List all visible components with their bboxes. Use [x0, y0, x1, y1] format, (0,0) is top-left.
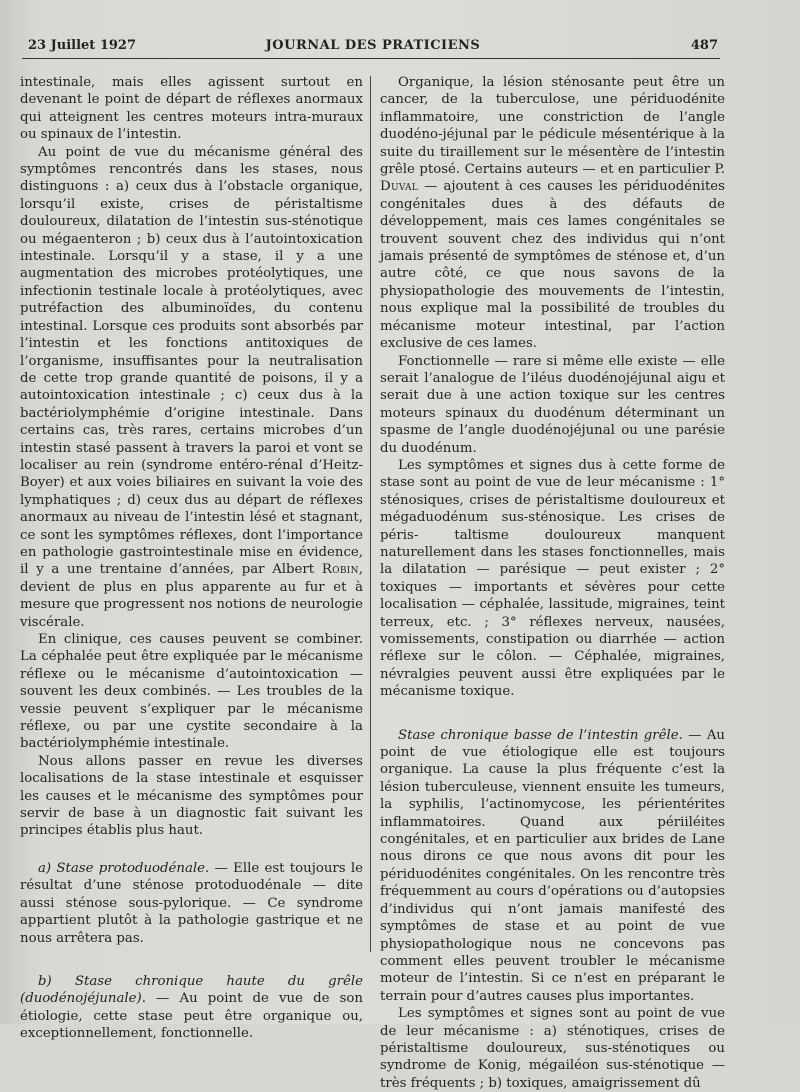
paragraph-text: , la lésion sténosante peut être un cancer, de la tuberculose, une périduodénite inflammatoire, une constriction de l’angle duodéno-jéjunal par le pédicule mésentérique à la suite du tiraillement sur le mésentère de l’intestin grêle ptosé. Certains auteurs — et en particulier P. — [380, 75, 725, 178]
journal-title: JOURNAL DES PRATICIENS — [265, 38, 481, 53]
paragraph-text: Au point de vue du mécanisme général des symptômes rencontrés dans les stases, nous distinguons : a) ceux dus à l’obstacle organique, lorsqu’il existe, crises de péristaltisme douloureux, dilatation de l’intestin sus-sténotique ou mégaenteron ; b) ceux dus à l’autointoxication intestinale. Lorsqu’il y a stase, il y a une augmentation des microbes protéolytiques, une infectionin testinale locale à protéolytiques, avec putréfaction des albuminoïdes, du contenu intestinal. Lorsque ces produits sont absorbés par l’intestin et les fonctions antitoxiques de l’organisme, insuffisantes pour la neutralisation de cette trop grande quantité de poisons, il y a autointoxication intestinale ; c) ceux dus à la bactériolymphémie d’origine intestinale. Dans certains cas, très rares, certains microbes d’un intestin stasé passent à travers la paroi et vont se localiser au rein (syndrome entéro-rénal d’Heitz-Boyer) et aux voies biliaires en suivant la voie des lymphatiques ; d) ceux dus au départ de réflexes anormaux au niveau de l’intestin lésé et stagnant, ce sont les symptômes réflexes, dont l’importance en pathologie gastrointestinale mise en évidence, il y a une trentaine d’années, par Albert — [20, 144, 363, 578]
paragraph: En clinique, ces causes peuvent se combiner. La céphalée peut être expliquée par le mécanisme réflexe ou le mécanisme d’autointoxication — souvent les deux combinés. — Les troubles de la vessie peuvent s’expliquer par le mécanisme réflexe, ou par une cystite secondaire à la bactériolymphémie intestinale. — [20, 632, 363, 752]
paragraph: Les symptômes et signes sont au point de vue de leur mécanisme : a) sténotiques, crises de péristaltisme douloureux, sus-sténotiques ou syndrome de Konig, mégailéon sus-sténotique — très fréquents ; b) toxiques, amaigrissement dû — [380, 1006, 725, 1091]
header-rule — [22, 58, 720, 59]
paragraph: Les symptômes et signes dus à cette forme de stase sont au point de vue de leur mécanisme : 1° sténosiques, crises de péristaltisme douloureux et mégaduodénum sus-sténosique. Les crises de péris- taltisme douloureux manquent naturellement dans les stases fonctionnelles, mais la dilatation — parésique — peut exister ; 2° toxiques — importants et sévères pour cette localisation — céphalée, lassitude, migraines, teint terreux, etc. ; 3° réflexes nerveux, nausées, vomissements, constipation ou diarrhée — action réflexe sur le côlon. — Céphalée, migraines, névralgies peuvent aussi être expliquées par le mécanisme toxique. — [380, 457, 725, 700]
paragraph-text: — Elle est toujours le résultat d’une sténose protoduodénale — dite aussi sténose sous-pylorique. — Ce syndrome appartient plutôt à la pathologie gastrique et ne nous arrêtera pas. — [20, 860, 363, 946]
right-column — [380, 74, 725, 1092]
running-header — [28, 38, 718, 56]
paragraph: intestinale, mais elles agissent surtout en devenant le point de départ de réflexes anormaux qui atteignent les centres moteurs intra-muraux ou spinaux de l’intestin. — [20, 75, 363, 143]
paragraph-lead: Fonctionnelle — [398, 353, 490, 369]
paragraph — [380, 74, 725, 353]
left-column — [20, 74, 363, 1043]
paragraph — [20, 860, 363, 947]
paragraph — [20, 144, 363, 631]
author-name: Robin — [321, 562, 359, 578]
paragraph — [380, 727, 725, 1006]
paragraph — [20, 973, 363, 1043]
section-heading: Stase chronique basse de l’intestin grêle. — [398, 727, 683, 743]
paragraph-text: — Au point de vue étiologique elle est toujours organique. La cause la plus fréquente c’est la lésion tuberculeuse, viennent ensuite les tumeurs, la syphilis, l’actinomycose, les périentérites inflammatoires. Quand aux périiléites congénitales, et en particulier aux brides de Lane nous dirons ce que nous avons dit pour les périduodénites congénitales. On les rencontre très fréquemment au cours d’opérations ou d’autopsies d’individus qui n’ont jamais manifesté des symptômes de stase et au point de vue physiopathologique nous ne concevons pas comment elles peuvent troubler le mécanisme moteur de l’intestin. Si ce n’est en préparant le terrain pour d’autres causes plus importantes. — [380, 727, 725, 1004]
issue-date: 23 Juillet 1927 — [28, 38, 137, 53]
page-number: 487 — [690, 38, 718, 53]
section-heading: a) Stase protoduodénale. — [38, 860, 210, 876]
paragraph-text: — ajoutent à ces causes les périduodénites congénitales dues à des défauts de développement, mais ces lames congénitales se trouvent souvent chez des individus qui n’ont jamais présenté de symptômes de sténose et, d’un autre côté, ce que nous savons de la physiopathologie des mouvements de l’intestin, nous explique mal la possibilité de troubles du mécanisme moteur intestinal, par l’action exclusive de ces lames. — [380, 179, 725, 352]
author-name: Duval — [380, 179, 419, 195]
paragraph: Nous allons passer en revue les diverses localisations de la stase intestinale et esquisser les causes et le mécanisme des symptômes pour servir de base à un diagnostic fait suivant les principes établis plus haut. — [20, 753, 363, 839]
section-heading: b) Stase chronique haute du grêle (duodénojéjunale). — [20, 973, 363, 1007]
column-divider — [370, 76, 371, 952]
paragraph-lead: Organique — [398, 75, 470, 90]
paragraph-text: , devient de plus en plus apparente au fur et à mesure que progressent nos notions de neurologie viscérale. — [20, 562, 364, 630]
paragraph-text: — Au point de vue de son étiologie, cette stase peut être organique ou, exceptionnellement, fonctionnelle. — [20, 991, 363, 1042]
paragraph-text: — rare si même elle existe — elle serait l’analogue de l’iléus duodénojéjunal aigu et serait due à une action toxique sur les centres moteurs spinaux du duodénum déterminant un spasme de l’angle duodénojéjunal ou une parésie du duodénum. — [380, 353, 725, 456]
paragraph — [380, 353, 725, 457]
